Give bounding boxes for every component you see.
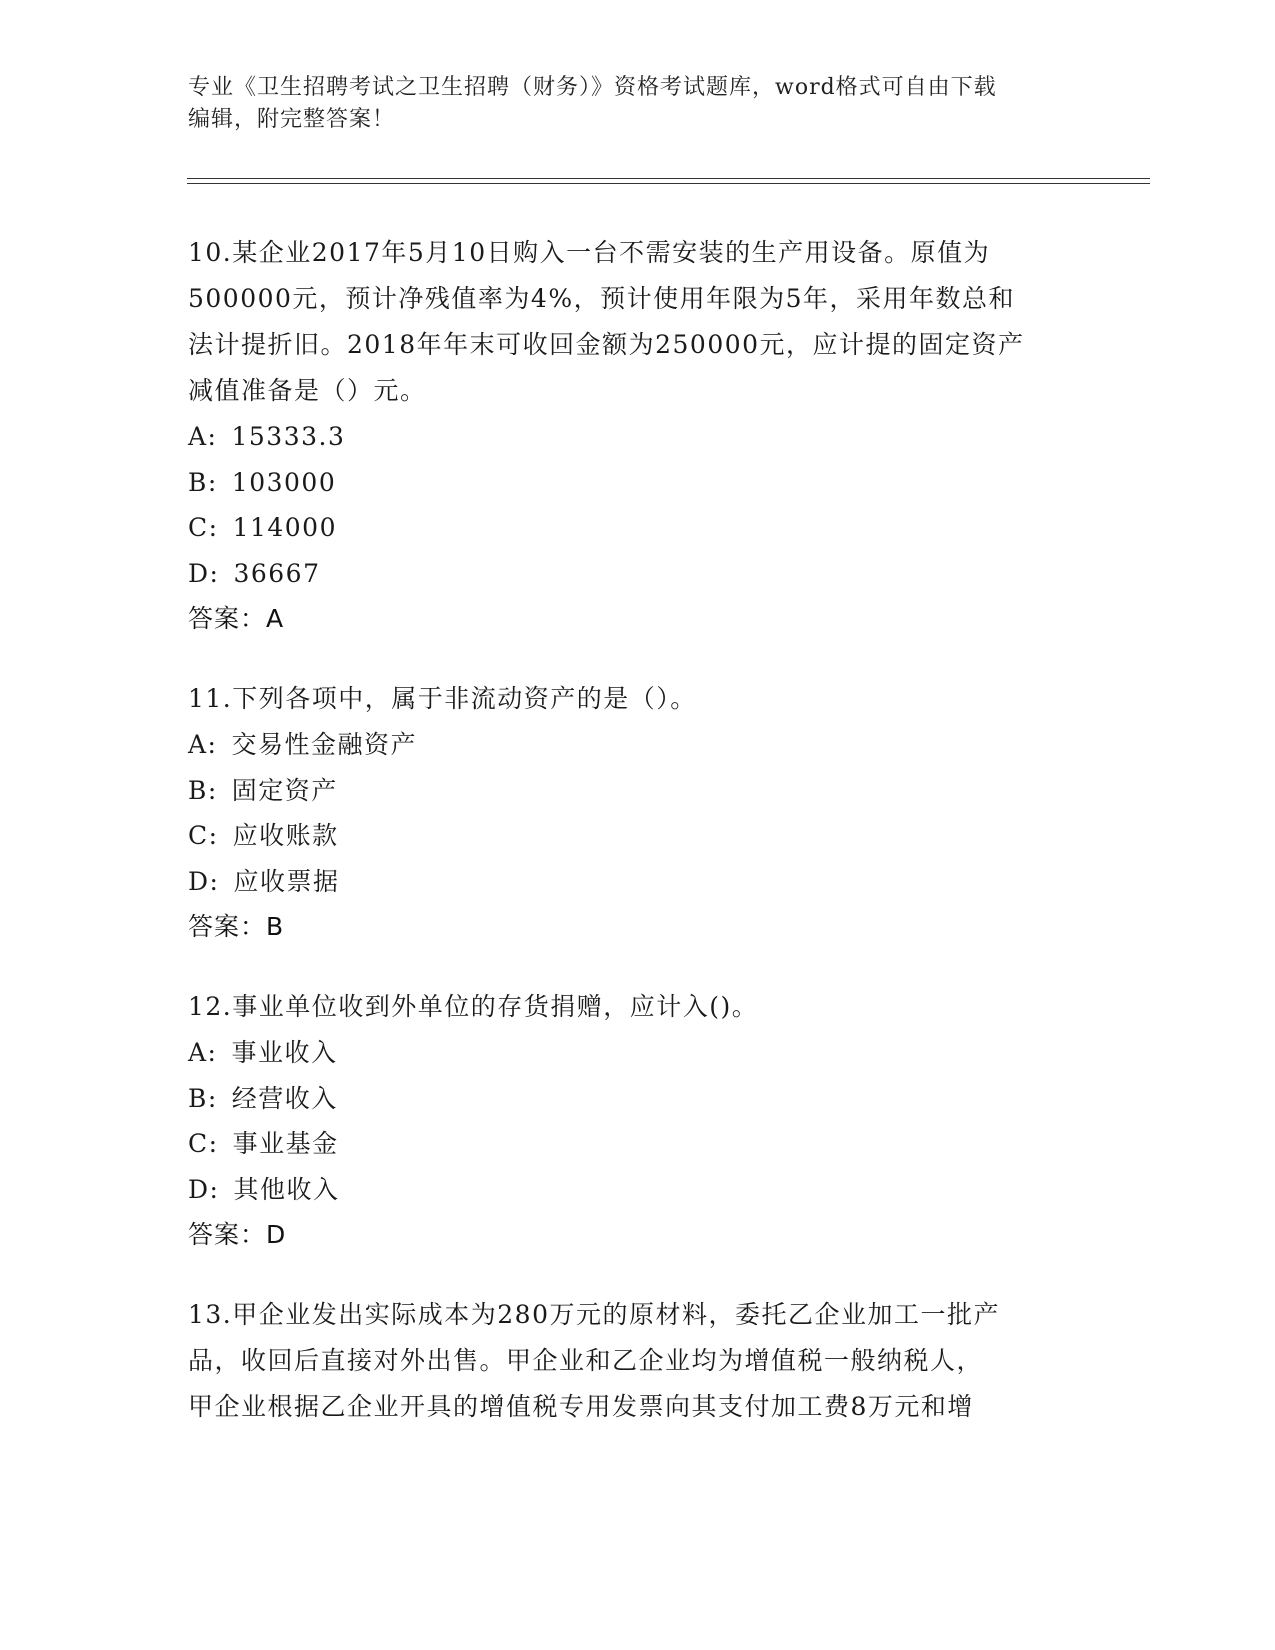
answer-option <box>188 1167 1088 1213</box>
header-line-1: 专业《卫生招聘考试之卫生招聘（财务）》资格考试题库，word格式可自由下载 <box>188 75 997 100</box>
question-block <box>188 230 1088 642</box>
answer-option <box>188 859 1088 905</box>
option-text: 其他收入 <box>233 1174 340 1204</box>
option-text: 经营收入 <box>231 1083 338 1113</box>
option-letter: C: <box>188 1129 219 1158</box>
question-stem-line: 法计提折旧。2018年年末可收回金额为250000元，应计提的固定资产 <box>188 330 1025 359</box>
answer-key: 答案：A <box>188 604 285 633</box>
answer-option <box>188 1030 1088 1076</box>
document-header <box>188 72 1088 136</box>
option-text: 应收账款 <box>232 821 339 850</box>
option-letter: C: <box>188 513 219 542</box>
option-text: 交易性金融资产 <box>231 730 417 759</box>
header-line-2: 编辑，附完整答案！ <box>188 107 396 132</box>
question-block <box>188 1292 1088 1430</box>
option-letter: D: <box>188 558 220 588</box>
option-text: 事业基金 <box>232 1129 339 1158</box>
answer-option <box>188 414 1088 460</box>
option-letter: D: <box>188 1174 220 1204</box>
question-stem-line: 12.事业单位收到外单位的存货捐赠，应计入()。 <box>188 992 759 1021</box>
option-text: 固定资产 <box>231 775 338 805</box>
answer-option <box>188 1076 1088 1122</box>
header-divider-thin <box>187 183 1150 184</box>
question-stem-line: 13.甲企业发出实际成本为280万元的原材料，委托乙企业加工一批产 <box>188 1300 1000 1329</box>
question-stem-line: 500000元，预计净残值率为4%，预计使用年限为5年，采用年数总和 <box>188 284 1016 313</box>
option-text: 15333.3 <box>231 422 346 451</box>
answer-option <box>188 813 1088 859</box>
answer-option <box>188 1121 1088 1167</box>
answer-option <box>188 768 1088 814</box>
question-stem-line: 10.某企业2017年5月10日购入一台不需安装的生产用设备。原值为 <box>188 238 991 267</box>
answer-option <box>188 505 1088 551</box>
option-text: 114000 <box>232 513 337 542</box>
option-letter: B: <box>188 467 218 497</box>
question-stem-line: 品，收回后直接对外出售。甲企业和乙企业均为增值税一般纳税人， <box>188 1346 984 1375</box>
question-stem-line: 减值准备是（）元。 <box>188 376 427 405</box>
option-letter: B: <box>188 1083 218 1113</box>
option-text: 事业收入 <box>231 1038 338 1067</box>
option-letter: B: <box>188 775 218 805</box>
question-block <box>188 676 1088 950</box>
answer-option <box>188 460 1088 506</box>
question-stem-line: 11.下列各项中，属于非流动资产的是（）。 <box>188 684 697 713</box>
option-letter: C: <box>188 821 219 850</box>
answer-key: 答案：B <box>188 912 285 941</box>
header-divider <box>187 178 1150 179</box>
option-text: 36667 <box>233 558 321 588</box>
option-text: 103000 <box>231 467 337 497</box>
option-letter: A: <box>188 730 218 759</box>
option-text: 应收票据 <box>233 866 340 896</box>
option-letter: A: <box>188 422 218 451</box>
answer-option <box>188 722 1088 768</box>
answer-key: 答案：D <box>188 1220 287 1249</box>
option-letter: A: <box>188 1038 218 1067</box>
question-list <box>188 230 1088 1464</box>
answer-option <box>188 551 1088 597</box>
question-block <box>188 984 1088 1258</box>
question-stem-line: 甲企业根据乙企业开具的增值税专用发票向其支付加工费8万元和增 <box>188 1392 974 1421</box>
option-letter: D: <box>188 866 220 896</box>
